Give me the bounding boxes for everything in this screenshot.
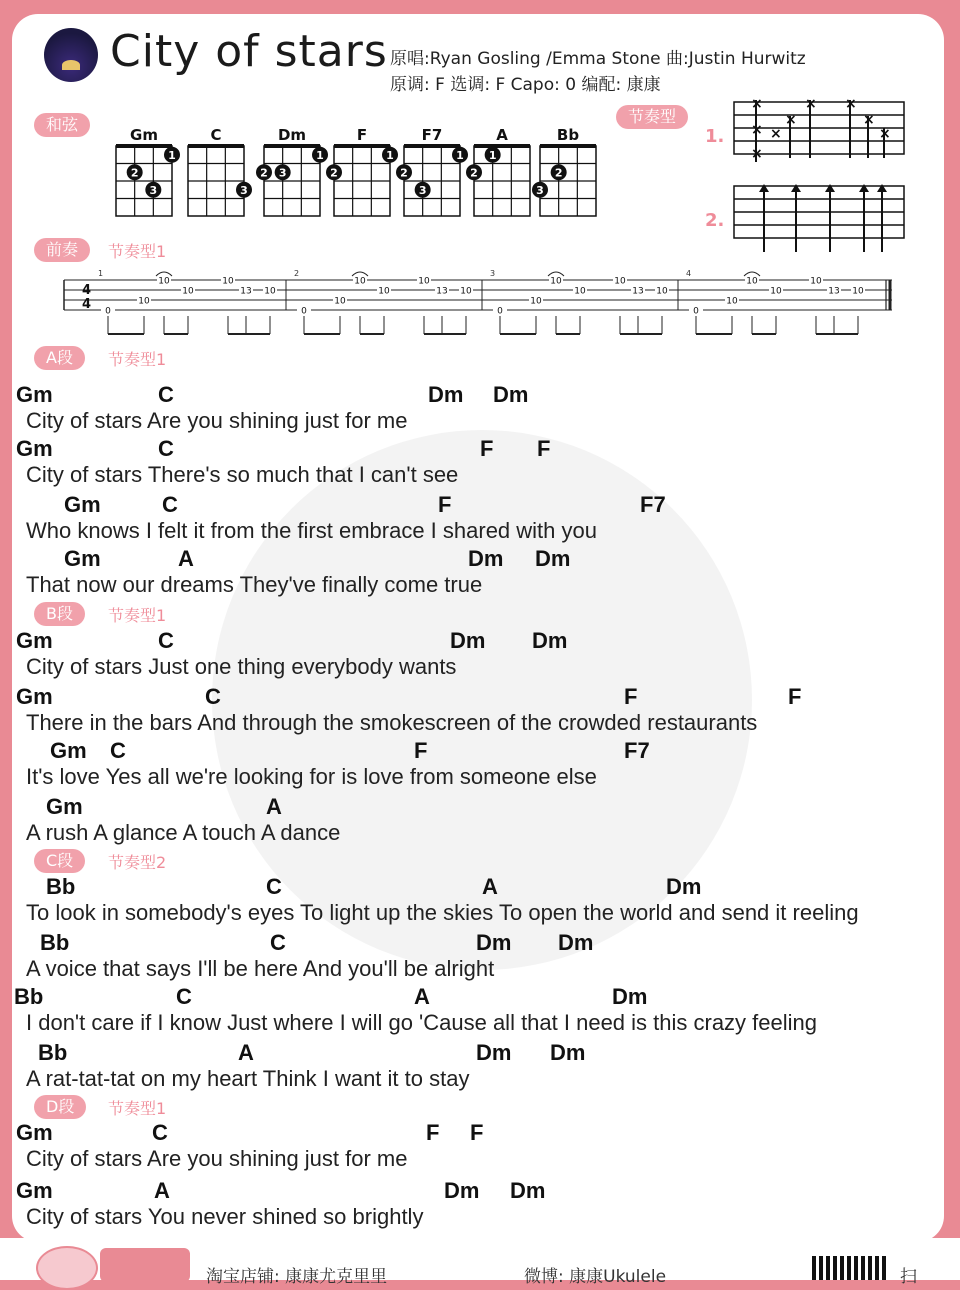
svg-text:3: 3 bbox=[240, 183, 248, 197]
svg-text:13: 13 bbox=[436, 286, 448, 297]
chord-label: Dm bbox=[510, 1178, 546, 1203]
chord-name-f: F bbox=[356, 126, 368, 144]
svg-text:1: 1 bbox=[386, 148, 394, 162]
svg-text:10: 10 bbox=[656, 286, 668, 297]
svg-text:0: 0 bbox=[105, 306, 111, 317]
svg-text:2: 2 bbox=[470, 166, 478, 180]
svg-text:1: 1 bbox=[316, 148, 324, 162]
chord-label: Bb bbox=[46, 874, 76, 899]
chord-label: Gm bbox=[46, 794, 83, 819]
chord-label: Gm bbox=[16, 436, 53, 461]
svg-text:4: 4 bbox=[82, 283, 92, 298]
song-title: City of stars bbox=[110, 26, 388, 77]
scan-label: 扫 bbox=[900, 1267, 917, 1287]
chord-label: C bbox=[158, 628, 174, 653]
svg-text:10: 10 bbox=[222, 276, 234, 287]
brand-mascot-icon bbox=[36, 1246, 98, 1290]
chord-label: A bbox=[238, 1040, 254, 1065]
chord-label: F bbox=[414, 738, 428, 763]
svg-text:3: 3 bbox=[536, 183, 544, 197]
svg-text:2: 2 bbox=[400, 166, 408, 180]
lyric-line: Who knows I felt it from the first embrace I shared with you bbox=[26, 518, 597, 543]
chord-diagram-f bbox=[326, 144, 398, 216]
chord-name-f7: F7 bbox=[421, 126, 443, 144]
chord-label: C bbox=[158, 382, 174, 407]
chord-label: F bbox=[470, 1120, 484, 1145]
svg-text:1: 1 bbox=[168, 148, 176, 162]
lyric-line: A rat-tat-tat on my heart Think I want it to stay bbox=[26, 1066, 470, 1091]
chord-label: Dm bbox=[666, 874, 702, 899]
chord-diagram-gm bbox=[116, 144, 180, 216]
chord-name-c: C bbox=[210, 126, 222, 144]
svg-text:10: 10 bbox=[852, 286, 864, 297]
svg-text:×: × bbox=[770, 126, 782, 142]
d-rhythm-label: 节奏型1 bbox=[108, 1099, 167, 1118]
chord-label: Gm bbox=[16, 382, 53, 407]
chord-label: Dm bbox=[532, 628, 568, 653]
svg-text:×: × bbox=[879, 126, 891, 142]
weibo-account: 微博: 康康Ukulele bbox=[524, 1267, 667, 1287]
rhythm-2-number: 2. bbox=[705, 210, 725, 231]
chords-section-label: 和弦 bbox=[34, 113, 90, 137]
svg-text:10: 10 bbox=[810, 276, 822, 287]
svg-text:13: 13 bbox=[240, 286, 252, 297]
chord-label: Dm bbox=[450, 628, 486, 653]
a-rhythm-label: 节奏型1 bbox=[108, 350, 167, 369]
chord-label: Dm bbox=[550, 1040, 586, 1065]
svg-text:×: × bbox=[863, 112, 875, 128]
song-cover-icon bbox=[44, 28, 98, 82]
svg-text:3: 3 bbox=[490, 269, 496, 278]
svg-text:10: 10 bbox=[264, 286, 276, 297]
lyric-line: City of stars You never shined so brightly bbox=[26, 1204, 424, 1229]
chord-label: F bbox=[788, 684, 802, 709]
chord-label: Gm bbox=[64, 546, 101, 571]
chord-label: Gm bbox=[16, 1178, 53, 1203]
chord-label: C bbox=[176, 984, 192, 1009]
svg-text:10: 10 bbox=[334, 296, 346, 307]
chord-label: A bbox=[154, 1178, 170, 1203]
lyric-line: A rush A glance A touch A dance bbox=[26, 820, 341, 845]
svg-text:0: 0 bbox=[497, 306, 503, 317]
credits-line: 原唱:Ryan Gosling /Emma Stone 曲:Justin Hurwitz bbox=[390, 49, 806, 69]
svg-text:2: 2 bbox=[330, 166, 338, 180]
svg-text:10: 10 bbox=[378, 286, 390, 297]
svg-text:×: × bbox=[785, 112, 797, 128]
svg-text:3: 3 bbox=[149, 183, 158, 197]
chord-label: F7 bbox=[640, 492, 666, 517]
d-section-label: D段 bbox=[34, 1095, 86, 1119]
chord-label: Dm bbox=[476, 1040, 512, 1065]
chord-label: Gm bbox=[64, 492, 101, 517]
lyric-line: There in the bars And through the smokescreen of the crowded restaurants bbox=[26, 710, 758, 735]
svg-text:×: × bbox=[751, 122, 763, 138]
svg-text:4: 4 bbox=[82, 297, 92, 312]
chord-label: F bbox=[624, 684, 638, 709]
chord-diagram-f7 bbox=[396, 144, 468, 216]
chord-label: A bbox=[178, 546, 194, 571]
svg-text:2: 2 bbox=[260, 166, 268, 180]
chord-label: Dm bbox=[468, 546, 504, 571]
svg-text:13: 13 bbox=[828, 286, 840, 297]
chord-label: F bbox=[537, 436, 551, 461]
chord-label: A bbox=[266, 794, 282, 819]
chord-label: Dm bbox=[428, 382, 464, 407]
svg-text:×: × bbox=[751, 96, 763, 112]
intro-section-label: 前奏 bbox=[34, 238, 90, 262]
chord-diagram-dm bbox=[256, 144, 328, 216]
c-rhythm-label: 节奏型2 bbox=[108, 853, 167, 872]
lyric-line: City of stars There's so much that I can't see bbox=[26, 462, 459, 487]
svg-text:10: 10 bbox=[182, 286, 194, 297]
taobao-shop: 淘宝店铺: 康康尤克里里 bbox=[206, 1267, 388, 1287]
intro-tablature bbox=[60, 268, 900, 342]
chord-name-a: A bbox=[496, 126, 508, 144]
chord-label: C bbox=[266, 874, 282, 899]
chord-diagram-c bbox=[188, 144, 252, 216]
chord-label: Gm bbox=[16, 628, 53, 653]
chord-label: Bb bbox=[14, 984, 44, 1009]
svg-text:10: 10 bbox=[460, 286, 472, 297]
svg-text:10: 10 bbox=[138, 296, 150, 307]
chord-name-bb: Bb bbox=[556, 126, 580, 144]
lyric-line: City of stars Just one thing everybody wants bbox=[26, 654, 457, 679]
svg-text:3: 3 bbox=[418, 183, 427, 197]
svg-text:2: 2 bbox=[294, 269, 300, 278]
svg-text:10: 10 bbox=[354, 276, 366, 287]
lyric-line: It's love Yes all we're looking for is love from someone else bbox=[26, 764, 597, 789]
svg-text:×: × bbox=[805, 96, 817, 112]
chord-label: Bb bbox=[40, 930, 70, 955]
chord-label: F7 bbox=[624, 738, 650, 763]
svg-text:0: 0 bbox=[693, 306, 699, 317]
rhythm-type-label: 节奏型 bbox=[616, 105, 688, 129]
svg-text:2: 2 bbox=[554, 166, 563, 180]
chord-name-gm: Gm bbox=[130, 126, 158, 144]
chord-label: Dm bbox=[535, 546, 571, 571]
svg-text:10: 10 bbox=[158, 276, 170, 287]
chord-label: C bbox=[270, 930, 286, 955]
chord-label: Dm bbox=[558, 930, 594, 955]
chord-label: F bbox=[480, 436, 494, 461]
lyric-line: City of stars Are you shining just for me bbox=[26, 408, 408, 433]
svg-text:10: 10 bbox=[530, 296, 542, 307]
chord-label: Gm bbox=[16, 684, 53, 709]
svg-text:2: 2 bbox=[130, 166, 139, 180]
chord-label: F bbox=[438, 492, 452, 517]
lyric-line: To look in somebody's eyes To light up the skies To open the world and send it reeling bbox=[26, 900, 859, 925]
chord-label: Dm bbox=[444, 1178, 480, 1203]
intro-rhythm-label: 节奏型1 bbox=[108, 242, 167, 261]
chord-label: Bb bbox=[38, 1040, 68, 1065]
svg-text:3: 3 bbox=[278, 166, 287, 180]
chord-label: A bbox=[482, 874, 498, 899]
svg-text:10: 10 bbox=[746, 276, 758, 287]
svg-text:13: 13 bbox=[632, 286, 644, 297]
lyric-line: That now our dreams They've finally come true bbox=[26, 572, 483, 597]
brand-logo bbox=[100, 1248, 190, 1282]
qr-code-icon bbox=[812, 1256, 888, 1280]
svg-text:×: × bbox=[845, 96, 857, 112]
chord-label: Dm bbox=[612, 984, 648, 1009]
chord-diagram-bb bbox=[532, 144, 596, 216]
svg-text:1: 1 bbox=[98, 269, 104, 278]
chord-label: C bbox=[158, 436, 174, 461]
svg-text:0: 0 bbox=[301, 306, 307, 317]
chord-label: C bbox=[205, 684, 221, 709]
lyric-line: I don't care if I know Just where I will go 'Cause all that I need is this crazy feeling bbox=[26, 1010, 818, 1035]
chord-label: C bbox=[110, 738, 126, 763]
svg-text:10: 10 bbox=[614, 276, 626, 287]
lyric-line: A voice that says I'll be here And you'll be alright bbox=[26, 956, 495, 981]
chord-diagram-a bbox=[466, 144, 530, 216]
svg-text:×: × bbox=[751, 146, 763, 162]
chord-label: Gm bbox=[50, 738, 87, 763]
a-section-label: A段 bbox=[34, 346, 85, 370]
svg-text:1: 1 bbox=[456, 148, 464, 162]
key-line: 原调: F 选调: F Capo: 0 编配: 康康 bbox=[390, 75, 661, 95]
rhythm-1-number: 1. bbox=[705, 126, 725, 147]
b-rhythm-label: 节奏型1 bbox=[108, 606, 167, 625]
svg-text:10: 10 bbox=[550, 276, 562, 287]
chord-label: Gm bbox=[16, 1120, 53, 1145]
svg-text:4: 4 bbox=[686, 269, 692, 278]
svg-text:10: 10 bbox=[574, 286, 586, 297]
b-section-label: B段 bbox=[34, 602, 85, 626]
chord-label: Dm bbox=[476, 930, 512, 955]
chord-label: A bbox=[414, 984, 430, 1009]
chord-label: C bbox=[152, 1120, 168, 1145]
chord-name-dm: Dm bbox=[277, 126, 307, 144]
lyric-line: City of stars Are you shining just for me bbox=[26, 1146, 408, 1171]
svg-text:10: 10 bbox=[726, 296, 738, 307]
c-section-label: C段 bbox=[34, 849, 85, 873]
svg-text:10: 10 bbox=[770, 286, 782, 297]
chord-label: C bbox=[162, 492, 178, 517]
svg-text:1: 1 bbox=[488, 148, 497, 162]
rhythm-patterns bbox=[728, 92, 912, 260]
chord-label: Dm bbox=[493, 382, 529, 407]
chord-label: F bbox=[426, 1120, 440, 1145]
svg-text:10: 10 bbox=[418, 276, 430, 287]
